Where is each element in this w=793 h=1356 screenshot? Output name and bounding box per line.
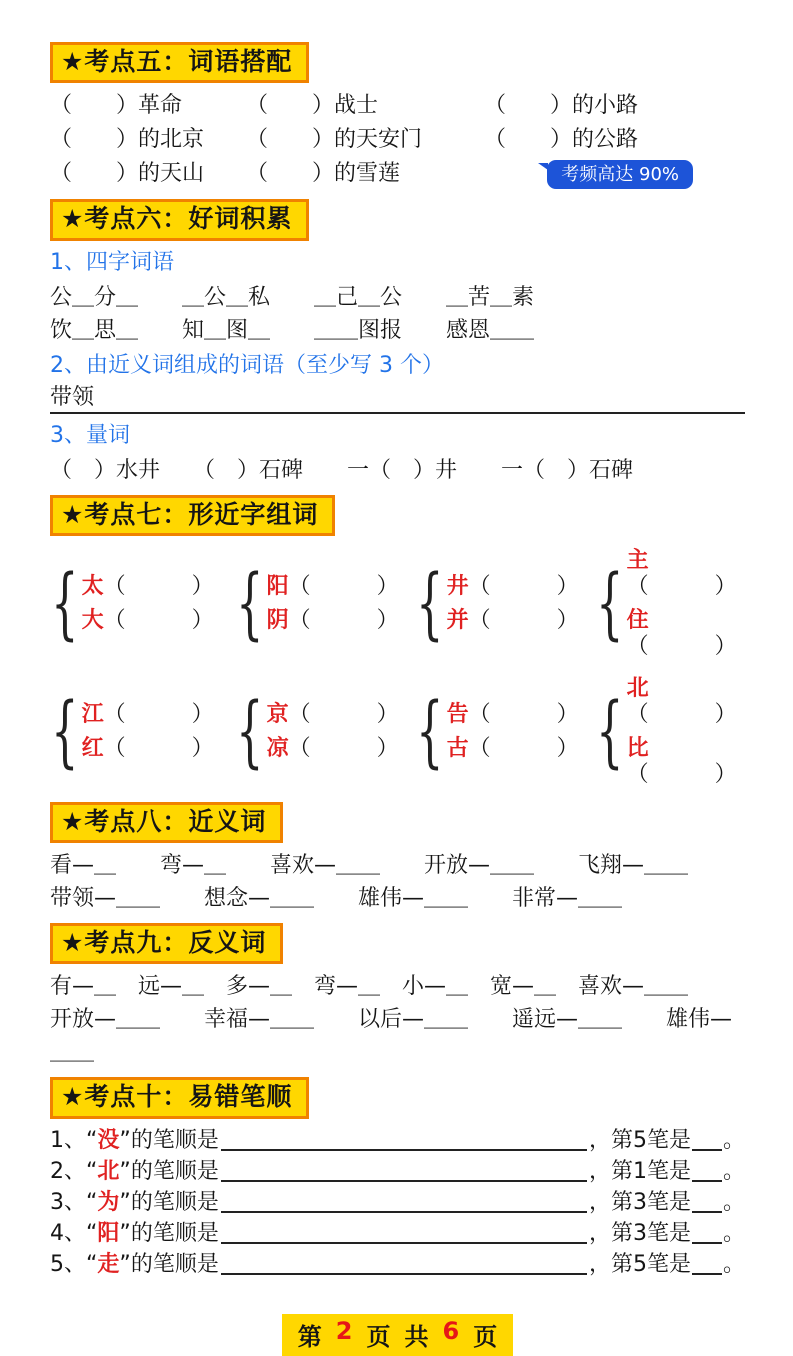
section-header-kaodian8: ★考点八：近义词 bbox=[50, 802, 283, 843]
item-tail: ，第3笔是 bbox=[588, 1220, 691, 1246]
char-pair-group bbox=[50, 548, 235, 660]
stroke-order-item bbox=[50, 1156, 745, 1187]
section-kaodian6 bbox=[50, 199, 745, 486]
item-tail: ，第5笔是 bbox=[588, 1251, 691, 1277]
answer-blank bbox=[221, 1211, 587, 1213]
section-header-kaodian7: ★考点七：形近字组词 bbox=[50, 495, 335, 536]
item-prefix: 4、“ bbox=[50, 1220, 98, 1246]
practice-char: 京 bbox=[266, 701, 289, 727]
section-kaodian5 bbox=[50, 42, 745, 191]
page-indicator-text: 页 bbox=[366, 1322, 391, 1351]
similar-characters-grid bbox=[50, 548, 745, 788]
answer-blank bbox=[221, 1180, 587, 1182]
item-tail: ，第3笔是 bbox=[588, 1189, 691, 1215]
answer-blank bbox=[221, 1242, 587, 1244]
stroke-order-item bbox=[50, 1125, 745, 1156]
four-char-words-row: 公＿分＿ ＿公＿私 ＿己＿公 ＿苦＿素 bbox=[50, 284, 535, 310]
blank-phrase: （ ）的公路 bbox=[484, 127, 639, 153]
practice-char: 北 bbox=[626, 675, 649, 701]
stroke-order-item bbox=[50, 1187, 745, 1218]
section-header-kaodian6: ★考点六：好词积累 bbox=[50, 199, 309, 240]
frequency-badge: 考频高达 90% bbox=[547, 160, 693, 189]
antonym-row: 开放—＿＿ 幸福—＿＿ 以后—＿＿ 遥远—＿＿ 雄伟—＿＿ bbox=[50, 1007, 733, 1066]
item-period: 。 bbox=[722, 1220, 745, 1246]
answer-parens: （ ） bbox=[103, 573, 214, 599]
item-label: ”的笔顺是 bbox=[119, 1251, 219, 1277]
current-page-number: 2 bbox=[335, 1316, 353, 1345]
answer-parens: （ ） bbox=[288, 573, 399, 599]
answer-parens: （ ） bbox=[468, 573, 579, 599]
subheading-measure-words: 3、量词 bbox=[50, 422, 130, 448]
page-footer bbox=[50, 1314, 745, 1356]
practice-char: 主 bbox=[626, 547, 649, 573]
answer-parens: （ ） bbox=[468, 701, 579, 727]
item-period: 。 bbox=[722, 1158, 745, 1184]
brace-icon: { bbox=[236, 686, 264, 777]
page-indicator-text: 共 bbox=[404, 1322, 429, 1351]
item-label: ”的笔顺是 bbox=[119, 1189, 219, 1215]
char-pair-group bbox=[50, 676, 235, 788]
item-prefix: 5、“ bbox=[50, 1251, 98, 1277]
item-prefix: 2、“ bbox=[50, 1158, 98, 1184]
blank-phrase: （ ）革命 bbox=[50, 93, 183, 119]
practice-char: 凉 bbox=[266, 735, 289, 761]
char-pair-group bbox=[235, 548, 415, 660]
blank-phrase: （ ）战士 bbox=[246, 93, 379, 119]
answer-parens: （ ） bbox=[288, 607, 399, 633]
practice-char: 江 bbox=[81, 701, 104, 727]
item-prefix: 3、“ bbox=[50, 1189, 98, 1215]
measure-words-row: （ ）水井 （ ）石碑 一（ ）井 一（ ）石碑 bbox=[50, 457, 634, 483]
char-pair-group bbox=[415, 548, 595, 660]
answer-parens: （ ） bbox=[468, 607, 579, 633]
section-kaodian7 bbox=[50, 495, 745, 788]
answer-blank-short bbox=[692, 1242, 722, 1244]
practice-char: 北 bbox=[97, 1158, 120, 1184]
answer-parens: （ ） bbox=[103, 701, 214, 727]
answer-blank-short bbox=[692, 1211, 722, 1213]
answer-parens: （ ） bbox=[288, 701, 399, 727]
practice-char: 古 bbox=[446, 735, 469, 761]
answer-parens: （ ） bbox=[626, 573, 737, 599]
char-pair-group bbox=[595, 548, 745, 660]
brace-icon: { bbox=[51, 558, 79, 649]
item-tail: ，第1笔是 bbox=[588, 1158, 691, 1184]
char-pair-group bbox=[595, 676, 745, 788]
page-indicator bbox=[282, 1314, 513, 1356]
answer-parens: （ ） bbox=[103, 735, 214, 761]
answer-seed-word: 带领 bbox=[50, 384, 95, 410]
brace-icon: { bbox=[596, 686, 624, 777]
blank-phrase: （ ）的小路 bbox=[484, 93, 639, 119]
subheading-synonym-compounds: 2、由近义词组成的词语（至少写 3 个） bbox=[50, 352, 444, 378]
answer-blank bbox=[221, 1149, 587, 1151]
four-char-words-row: 饮＿思＿ 知＿图＿ ＿＿图报 感恩＿＿ bbox=[50, 317, 535, 343]
practice-char: 并 bbox=[446, 607, 469, 633]
word-match-row bbox=[50, 123, 745, 157]
item-label: ”的笔顺是 bbox=[119, 1220, 219, 1246]
brace-icon: { bbox=[51, 686, 79, 777]
practice-char: 大 bbox=[81, 607, 104, 633]
practice-char: 阳 bbox=[97, 1220, 120, 1246]
page-indicator-text: 页 bbox=[473, 1322, 498, 1351]
item-period: 。 bbox=[722, 1189, 745, 1215]
subheading-four-char-words: 1、四字词语 bbox=[50, 249, 174, 275]
section-kaodian9 bbox=[50, 923, 745, 1069]
answer-parens: （ ） bbox=[626, 633, 737, 659]
answer-parens: （ ） bbox=[626, 761, 737, 787]
blank-phrase: （ ）的雪莲 bbox=[246, 161, 401, 187]
practice-char: 比 bbox=[626, 735, 649, 761]
practice-char: 没 bbox=[97, 1127, 120, 1153]
item-period: 。 bbox=[722, 1127, 745, 1153]
item-label: ”的笔顺是 bbox=[119, 1158, 219, 1184]
answer-blank-short bbox=[692, 1149, 722, 1151]
practice-char: 井 bbox=[446, 573, 469, 599]
word-match-row bbox=[50, 89, 745, 123]
char-pair-group bbox=[415, 676, 595, 788]
char-pair-group bbox=[235, 676, 415, 788]
practice-char: 红 bbox=[81, 735, 104, 761]
answer-parens: （ ） bbox=[288, 735, 399, 761]
synonym-row: 看—＿ 弯—＿ 喜欢—＿＿ 开放—＿＿ 飞翔—＿＿ bbox=[50, 853, 689, 878]
answer-blank-short bbox=[692, 1273, 722, 1275]
word-match-row bbox=[50, 157, 745, 191]
brace-icon: { bbox=[236, 558, 264, 649]
practice-char: 太 bbox=[81, 573, 104, 599]
answer-blank bbox=[221, 1273, 587, 1275]
item-tail: ，第5笔是 bbox=[588, 1127, 691, 1153]
blank-phrase: （ ）的天安门 bbox=[246, 127, 423, 153]
section-kaodian8 bbox=[50, 802, 745, 915]
answer-blank-short bbox=[692, 1180, 722, 1182]
item-label: ”的笔顺是 bbox=[119, 1127, 219, 1153]
answer-line bbox=[50, 384, 745, 414]
page-indicator-text: 第 bbox=[297, 1322, 322, 1351]
item-period: 。 bbox=[722, 1251, 745, 1277]
practice-char: 告 bbox=[446, 701, 469, 727]
section-header-kaodian5: ★考点五：词语搭配 bbox=[50, 42, 309, 83]
practice-char: 为 bbox=[97, 1189, 120, 1215]
answer-parens: （ ） bbox=[626, 701, 737, 727]
synonym-row: 带领—＿＿ 想念—＿＿ 雄伟—＿＿ 非常—＿＿ bbox=[50, 886, 623, 911]
practice-char: 住 bbox=[626, 607, 649, 633]
section-header-kaodian10: ★考点十：易错笔顺 bbox=[50, 1077, 309, 1118]
blank-phrase: （ ）的北京 bbox=[50, 127, 205, 153]
blank-phrase: （ ）的天山 bbox=[50, 161, 205, 187]
section-kaodian10 bbox=[50, 1077, 745, 1279]
brace-icon: { bbox=[416, 686, 444, 777]
total-page-number: 6 bbox=[442, 1316, 460, 1345]
antonym-row: 有—＿ 远—＿ 多—＿ 弯—＿ 小—＿ 宽—＿ 喜欢—＿＿ bbox=[50, 974, 689, 1000]
practice-char: 阴 bbox=[266, 607, 289, 633]
brace-icon: { bbox=[416, 558, 444, 649]
practice-char: 阳 bbox=[266, 573, 289, 599]
section-header-kaodian9: ★考点九：反义词 bbox=[50, 923, 283, 964]
stroke-order-item bbox=[50, 1218, 745, 1249]
practice-char: 走 bbox=[97, 1251, 120, 1277]
brace-icon: { bbox=[596, 558, 624, 649]
answer-parens: （ ） bbox=[103, 607, 214, 633]
answer-parens: （ ） bbox=[468, 735, 579, 761]
item-prefix: 1、“ bbox=[50, 1127, 98, 1153]
stroke-order-item bbox=[50, 1249, 745, 1280]
